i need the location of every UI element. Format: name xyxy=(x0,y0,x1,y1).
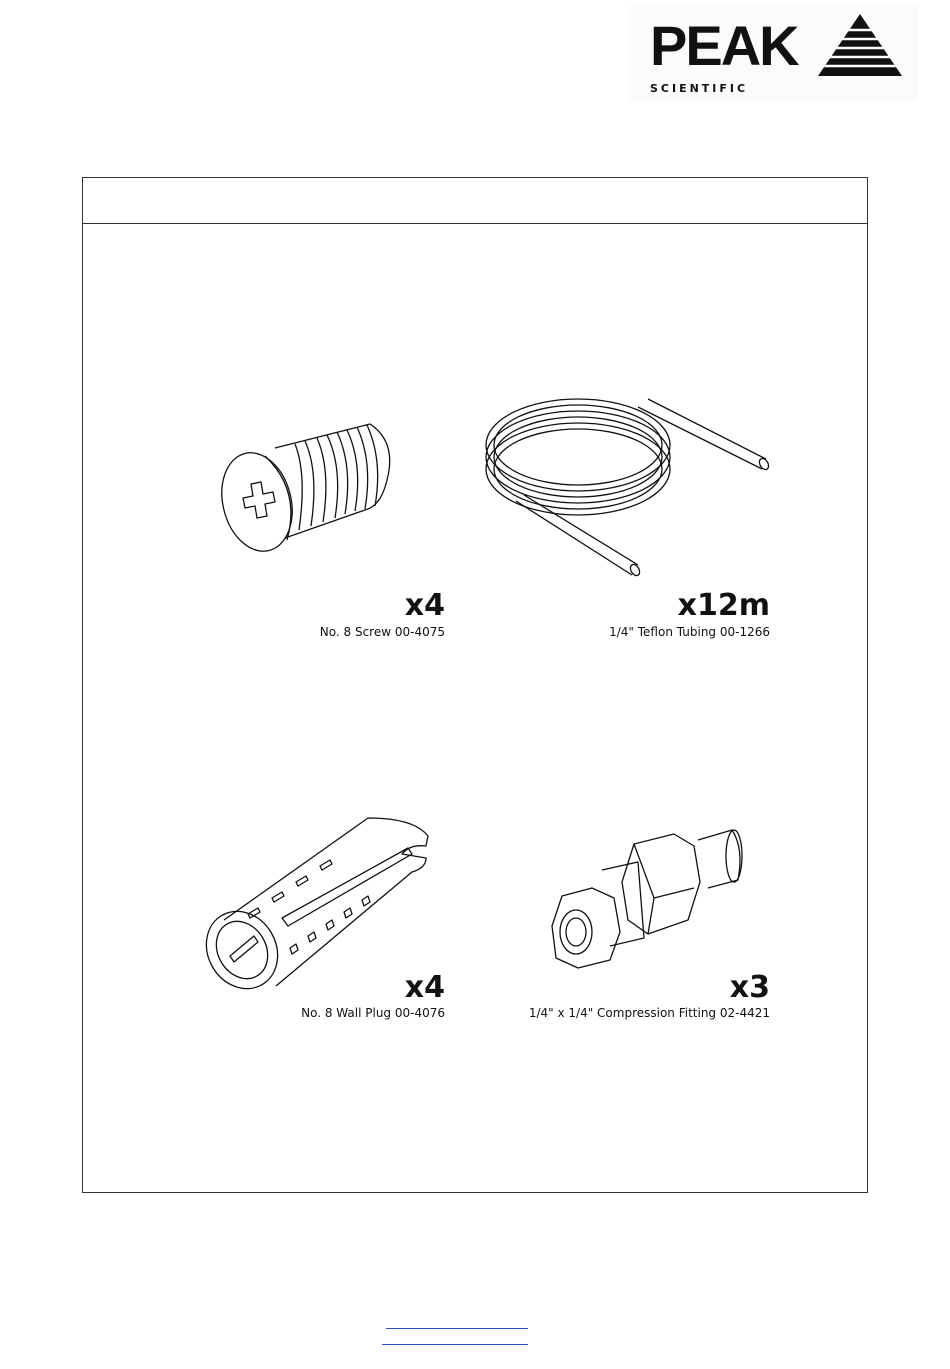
footer-link-underline[interactable] xyxy=(386,1328,528,1329)
item-quantity: x4 xyxy=(404,588,445,623)
item-quantity: x3 xyxy=(729,970,770,1005)
logo-tagline: SCIENTIFIC xyxy=(650,82,749,95)
item-description: 1/4" Teflon Tubing 00-1266 xyxy=(609,625,770,639)
screw-icon xyxy=(205,410,405,560)
peak-scientific-logo xyxy=(628,6,918,102)
mountain-logo-icon xyxy=(816,12,904,78)
logo-wordmark: PEAK xyxy=(650,14,798,77)
tubing-coil-icon xyxy=(478,385,778,585)
item-quantity: x4 xyxy=(404,970,445,1005)
item-description: 1/4" x 1/4" Compression Fitting 02-4421 xyxy=(528,1006,770,1020)
contents-panel xyxy=(82,177,868,1193)
compression-fitting-icon xyxy=(548,822,748,972)
item-description: No. 8 Screw 00-4075 xyxy=(319,625,445,639)
panel-header xyxy=(83,178,867,224)
item-description: No. 8 Wall Plug 00-4076 xyxy=(301,1006,445,1020)
item-quantity: x12m xyxy=(677,588,770,623)
footer-link-underline[interactable] xyxy=(382,1344,528,1345)
